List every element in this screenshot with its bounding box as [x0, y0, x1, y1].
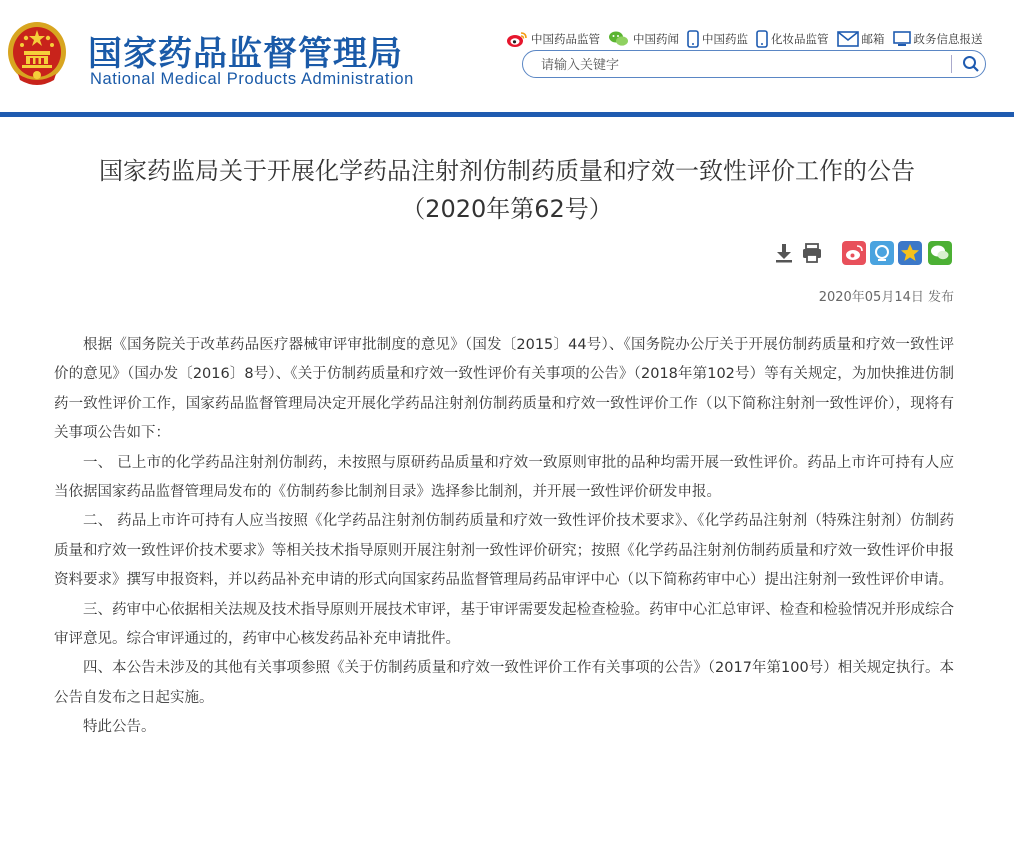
weibo-share-icon[interactable]: [842, 241, 866, 265]
mobile-icon: [756, 30, 768, 48]
site-name-cn: 国家药品监督管理局: [88, 34, 403, 74]
article-paragraph: 根据《国务院关于改革药品医疗器械审评审批制度的意见》（国发〔2015〕44号）、《国务院办公厅关于开展仿制药质量和疗效一致性评价的意见》（国办发〔2016〕8号）、《关于仿制药质量和疗效一致性评价有关事项的公告》（2018年第102号）等有关规定，为加快推进仿制药一致性评价工作，国家药品监督管理局决定开展化学药品注射剂仿制药质量和疗效一致性评价工作（以下简称注射剂一致性评价），现将有关事项公告如下：: [54, 337, 954, 442]
article-body: [54, 331, 954, 743]
title-line-1: 国家药监局关于开展化学药品注射剂仿制药质量和疗效一致性评价工作的公告: [99, 157, 915, 185]
site-header: [0, 0, 1014, 112]
article-paragraph: 一、 已上市的化学药品注射剂仿制药，未按照与原研药品质量和疗效一致原则审批的品种均需开展一致性评价。药品上市许可持有人应当依据国家药品监督管理局发布的《仿制药参比制剂目录》选择参比制剂，并开展一致性评价研发申报。: [54, 454, 954, 501]
link-weibo[interactable]: [506, 30, 600, 48]
link-wechat[interactable]: [608, 30, 679, 48]
article-title: [0, 152, 1014, 228]
link-report[interactable]: [893, 31, 983, 47]
link-cosmetics[interactable]: [756, 30, 829, 48]
site-name-en: National Medical Products Administration: [90, 70, 414, 88]
search-box: [522, 50, 986, 78]
monitor-icon: [893, 31, 911, 47]
link-mobile-nmpa-label: 中国药监: [702, 32, 748, 46]
link-report-label: 政务信息报送: [913, 32, 983, 46]
link-weibo-label: 中国药品监管: [531, 32, 600, 46]
header-divider-bar: [0, 112, 1014, 117]
link-mail-label: 邮箱: [861, 32, 885, 46]
national-emblem-icon: [6, 20, 68, 86]
publish-date: 2020年05月14日 发布: [818, 290, 954, 305]
qzone-share-icon[interactable]: [870, 241, 894, 265]
search-icon[interactable]: [961, 54, 981, 74]
title-line-2: （2020年第62号）: [401, 195, 613, 223]
weibo-icon: [506, 30, 528, 48]
article-paragraph: 特此公告。: [83, 719, 156, 736]
mail-icon: [837, 31, 859, 47]
search-divider: [951, 55, 952, 73]
search-input[interactable]: [539, 54, 943, 76]
article-paragraph: 二、 药品上市许可持有人应当按照《化学药品注射剂仿制药质量和疗效一致性评价技术要求》、《化学药品注射剂（特殊注射剂）仿制药质量和疗效一致性评价技术要求》等相关技术指导原则开展注射剂一致性评价研究；按照《化学药品注射剂仿制药质量和疗效一致性评价申报资料要求》撰写申报资料，并以药品补充申请的形式向国家药品监督管理局药品审评中心（以下简称药审中心）提出注射剂一致性评价申请。: [54, 513, 954, 589]
link-mail[interactable]: [837, 31, 885, 47]
article-actions: [0, 241, 1014, 269]
link-cosmetics-label: 化妆品监管: [771, 32, 829, 46]
favorite-share-icon[interactable]: [898, 241, 922, 265]
wechat-icon: [608, 30, 630, 48]
article-paragraph: 四、本公告未涉及的其他有关事项参照《关于仿制药质量和疗效一致性评价工作有关事项的公告》（2017年第100号）相关规定执行。本公告自发布之日起实施。: [54, 660, 954, 706]
top-links: [506, 30, 991, 48]
link-mobile-nmpa[interactable]: [687, 30, 748, 48]
mobile-icon: [687, 30, 699, 48]
link-wechat-label: 中国药闻: [633, 32, 679, 46]
article-paragraph: 三、药审中心依据相关法规及技术指导原则开展技术审评，基于审评需要发起检查检验。药审中心汇总审评、检查和检验情况并形成综合审评意见。综合审评通过的，药审中心核发药品补充申请批件。: [54, 601, 954, 648]
wechat-share-icon[interactable]: [928, 241, 952, 265]
print-icon[interactable]: [800, 241, 824, 265]
download-icon[interactable]: [772, 241, 796, 265]
